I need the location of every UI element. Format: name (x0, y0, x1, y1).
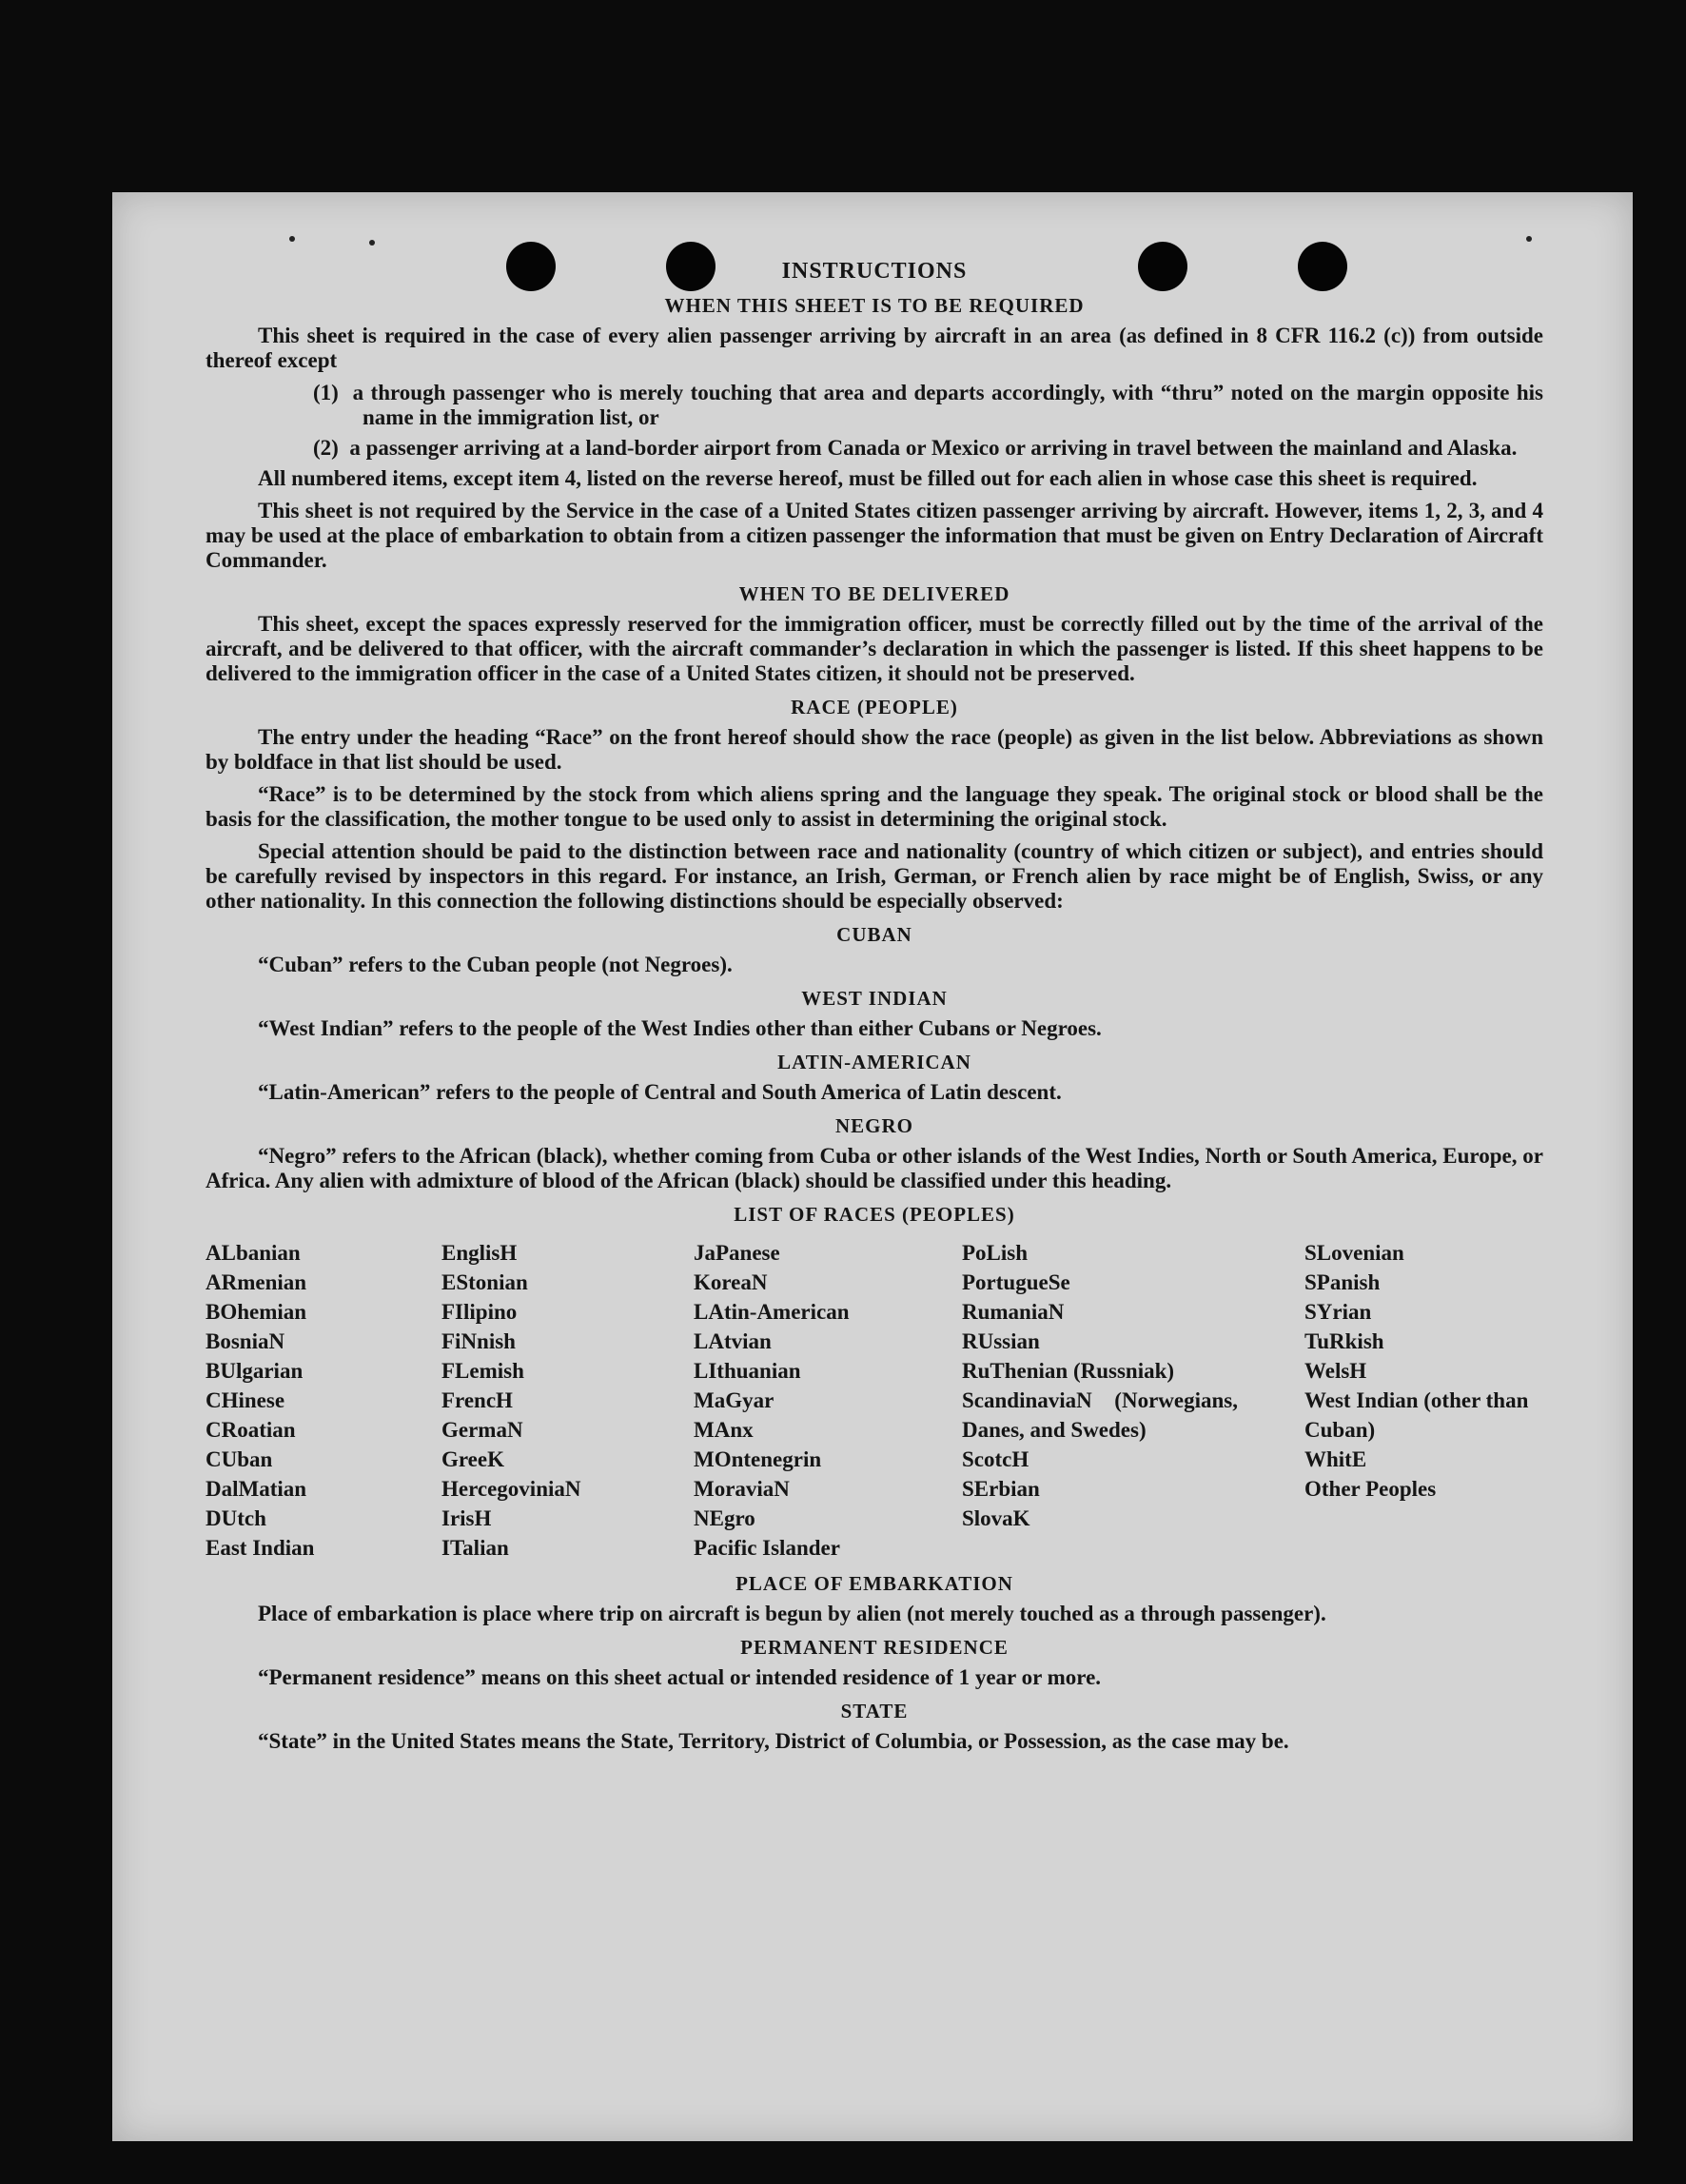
required-para-2: All numbered items, except item 4, listed on the reverse hereof, must be filled out for each alien in whose case this sheet is required. (258, 466, 1478, 490)
required-intro: This sheet is required in the case of every alien passenger arriving by aircraft in an area (as defined in 8 CFR 116.2 (c)) from outside thereof except (206, 324, 1543, 372)
race-entry: DUtch (206, 1506, 266, 1530)
race-entry: RUssian (962, 1329, 1040, 1353)
race-entry: LAtin-American (694, 1300, 850, 1324)
race-entry: SYrian (1304, 1300, 1372, 1324)
race-entry: GermaN (441, 1418, 523, 1442)
section-heading-races-list: LIST OF RACES (PEOPLES) (734, 1203, 1015, 1226)
residence-definition: “Permanent residence” means on this sheet actual or intended residence of 1 year or more. (258, 1665, 1102, 1689)
exception-item-2 (313, 436, 1543, 461)
race-entry: FrencH (441, 1388, 513, 1412)
race-entry: ARmenian (206, 1270, 307, 1294)
race-entry: BOhemian (206, 1300, 307, 1324)
races-column-2 (441, 1238, 694, 1563)
race-entry: Other Peoples (1304, 1477, 1437, 1501)
race-entry: East Indian (206, 1536, 315, 1560)
race-entry: FIlipino (441, 1300, 518, 1324)
section-heading-required: WHEN THIS SHEET IS TO BE REQUIRED (664, 294, 1085, 317)
race-entry: RuThenian (Russniak) (962, 1359, 1175, 1383)
race-entry: NEgro (694, 1506, 755, 1530)
race-entry: HercegoviniaN (441, 1477, 581, 1501)
race-entry: SErbian (962, 1477, 1040, 1501)
page-title: INSTRUCTIONS (781, 259, 968, 284)
item-text: a through passenger who is merely touching that area and departs accordingly, with “thru” noted on the margin opposite his name in the immigration list, or (352, 381, 1543, 429)
race-entry: West Indian (other than Cuban) (1304, 1388, 1529, 1442)
race-entry: JaPanese (694, 1241, 780, 1265)
embarkation-definition: Place of embarkation is place where trip on aircraft is begun by alien (not merely touched as a through passenger). (258, 1602, 1326, 1625)
race-para-3: Special attention should be paid to the distinction between race and nationality (country of which citizen or subject), and entries should be carefully revised by inspectors in this regard. For instance, an Irish, German, or French alien by race might be of English, Swiss, or any other nationality. In this connection the following distinctions should be especially observed: (206, 839, 1543, 913)
race-entry: FiNnish (441, 1329, 516, 1353)
exception-item-1 (313, 381, 1543, 430)
race-entry: WelsH (1304, 1359, 1367, 1383)
race-para-2: “Race” is to be determined by the stock from which aliens spring and the language they speak. The original stock or blood shall be the basis for the classification, the mother tongue to be used only to assist in determining the original stock. (206, 782, 1543, 831)
race-entry: MoraviaN (694, 1477, 790, 1501)
race-entry: WhitE (1304, 1447, 1367, 1471)
races-column-3 (694, 1238, 962, 1563)
race-entry: CHinese (206, 1388, 285, 1412)
race-entry: ScotcH (962, 1447, 1029, 1471)
race-entry: Pacific Islander (694, 1536, 840, 1560)
race-entry: PoLish (962, 1241, 1029, 1265)
race-entry: CUban (206, 1447, 273, 1471)
race-entry: LIthuanian (694, 1359, 801, 1383)
race-entry: CRoatian (206, 1418, 296, 1442)
race-entry: MaGyar (694, 1388, 774, 1412)
race-entry: SPanish (1304, 1270, 1381, 1294)
race-entry: PortugueSe (962, 1270, 1070, 1294)
negro-definition: “Negro” refers to the African (black), whether coming from Cuba or other islands of the West Indies, North or South America, Europe, or Africa. Any alien with admixture of blood of the African (black) should be classified under this heading. (206, 1144, 1543, 1192)
race-entry: FLemish (441, 1359, 524, 1383)
race-entry: RumaniaN (962, 1300, 1065, 1324)
cuban-definition: “Cuban” refers to the Cuban people (not Negroes). (258, 953, 733, 976)
item-text: a passenger arriving at a land-border airport from Canada or Mexico or arriving in travel between the mainland and Alaska. (349, 436, 1518, 460)
section-heading-negro: NEGRO (834, 1114, 913, 1137)
speck (289, 236, 295, 242)
race-entry: BosniaN (206, 1329, 285, 1353)
race-entry: SlovaK (962, 1506, 1030, 1530)
race-entry: TuRkish (1304, 1329, 1384, 1353)
speck (369, 240, 375, 246)
race-entry: EStonian (441, 1270, 528, 1294)
race-entry: BUlgarian (206, 1359, 304, 1383)
item-number: (1) (313, 381, 339, 404)
required-para-3: This sheet is not required by the Service in the case of a United States citizen passenger arriving by aircraft. However, items 1, 2, 3, and 4 may be used at the place of embarkation to obtain from a citizen passenger the information that must be given on Entry Declaration of Aircraft Commander. (206, 499, 1543, 572)
race-entry: MOntenegrin (694, 1447, 822, 1471)
race-entry: ITalian (441, 1536, 509, 1560)
race-para-1: The entry under the heading “Race” on the front hereof should show the race (people) as given in the list below. Abbreviations as shown by boldface in that list should be used. (206, 725, 1543, 774)
races-column-5 (1304, 1238, 1543, 1563)
latin-american-definition: “Latin-American” refers to the people of Central and South America of Latin descent. (258, 1080, 1062, 1104)
race-entry: MAnx (694, 1418, 754, 1442)
section-heading-residence: PERMANENT RESIDENCE (740, 1636, 1009, 1659)
speck (1526, 236, 1532, 242)
race-entry: IrisH (441, 1506, 492, 1530)
section-heading-race: RACE (PEOPLE) (791, 696, 958, 718)
instructions-content (206, 259, 1543, 1761)
west-indian-definition: “West Indian” refers to the people of the West Indies other than either Cubans or Negroes. (258, 1016, 1102, 1040)
state-definition: “State” in the United States means the State, Territory, District of Columbia, or Possession, as the case may be. (258, 1729, 1289, 1753)
races-column-4 (962, 1238, 1304, 1563)
race-entry: LAtvian (694, 1329, 772, 1353)
section-heading-west-indian: WEST INDIAN (801, 987, 948, 1010)
section-heading-delivered: WHEN TO BE DELIVERED (738, 582, 1010, 605)
race-entry: KoreaN (694, 1270, 768, 1294)
race-entry: GreeK (441, 1447, 504, 1471)
section-heading-latin-american: LATIN-AMERICAN (777, 1051, 971, 1073)
race-entry: ALbanian (206, 1241, 301, 1265)
races-list (206, 1238, 1543, 1563)
race-entry: SLovenian (1304, 1241, 1404, 1265)
item-number: (2) (313, 436, 339, 460)
race-entry: ScandinaviaN (Norwegians, Danes, and Swedes) (962, 1388, 1238, 1442)
race-entry: DalMatian (206, 1477, 307, 1501)
race-entry: EnglisH (441, 1241, 518, 1265)
document-sheet (112, 192, 1633, 2141)
section-heading-embarkation: PLACE OF EMBARKATION (735, 1572, 1013, 1595)
delivered-text: This sheet, except the spaces expressly reserved for the immigration officer, must be correctly filled out by the time of the arrival of the aircraft, and be delivered to that officer, with the aircraft commander’s declaration in which the passenger is listed. If this sheet happens to be delivered to the immigration officer in the case of a United States citizen, it should not be preserved. (206, 612, 1543, 685)
section-heading-cuban: CUBAN (836, 923, 912, 946)
races-column-1 (206, 1238, 441, 1563)
section-heading-state: STATE (840, 1700, 909, 1722)
